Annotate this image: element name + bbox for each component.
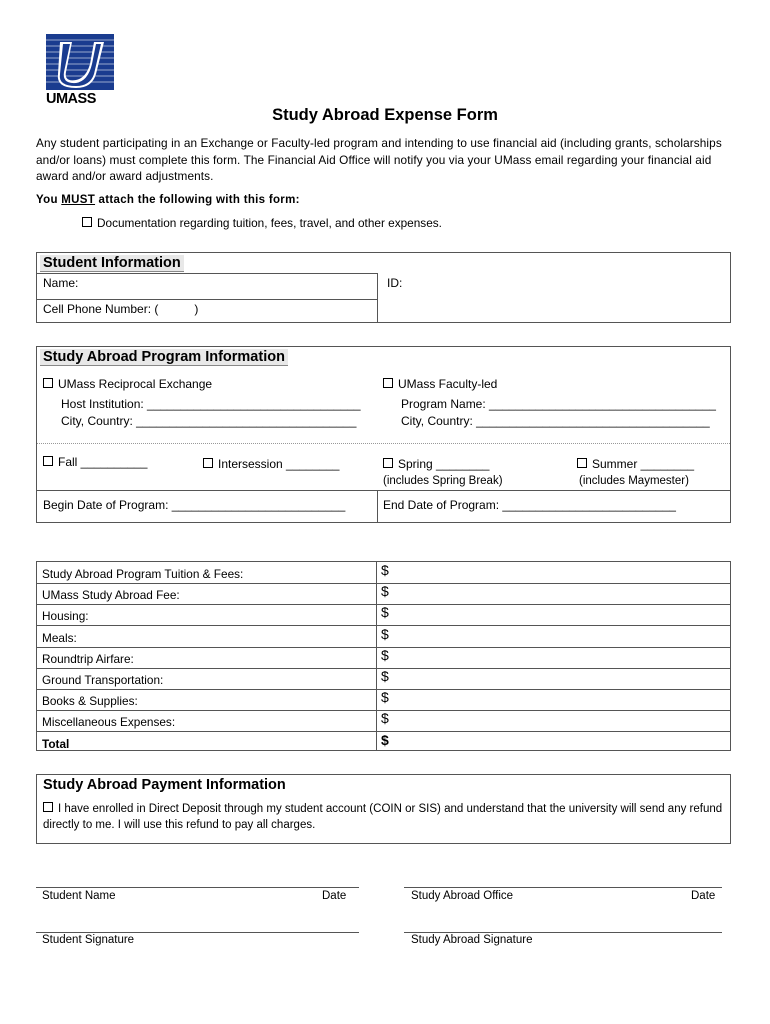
- direct-deposit-checkbox[interactable]: [43, 802, 53, 812]
- cost-amount-field[interactable]: $: [381, 646, 389, 663]
- spring-checkbox[interactable]: [383, 458, 393, 468]
- spring-option[interactable]: Spring ________: [383, 457, 489, 471]
- cost-label: Roundtrip Airfare:: [42, 651, 134, 666]
- umass-logo: [46, 34, 116, 106]
- begin-date-field[interactable]: Begin Date of Program: __________________________: [43, 498, 346, 512]
- cost-row: [36, 647, 731, 669]
- cost-row: [36, 604, 731, 626]
- payment-section: [36, 774, 731, 844]
- phone-field[interactable]: Cell Phone Number: ( ): [43, 302, 199, 316]
- cost-amount-field[interactable]: $: [381, 710, 389, 727]
- cost-amount-field[interactable]: $: [381, 668, 389, 684]
- student-name-label: Student Name: [42, 890, 116, 902]
- program-name-field[interactable]: Program Name: __________________________________: [401, 397, 716, 411]
- city-country-left-field[interactable]: City, Country: _________________________________: [61, 414, 357, 428]
- office-label: Study Abroad Office: [411, 890, 514, 902]
- cost-row: [36, 583, 731, 605]
- student-signature-label: Student Signature: [42, 934, 135, 946]
- cost-row: [36, 710, 731, 732]
- cost-label: Books & Supplies:: [42, 694, 138, 709]
- office-signature-label: Study Abroad Signature: [411, 934, 533, 946]
- cost-label: Study Abroad Program Tuition & Fees:: [42, 567, 244, 581]
- total-row: [36, 732, 731, 753]
- id-field[interactable]: ID:: [387, 276, 403, 290]
- must-emphasis: MUST: [61, 194, 96, 206]
- cost-label: Ground Transportation:: [42, 673, 164, 687]
- end-date-field[interactable]: End Date of Program: __________________________: [383, 498, 676, 512]
- umass-wordmark: UMASS: [46, 91, 96, 107]
- program-info-section: [36, 346, 731, 523]
- name-field[interactable]: Name:: [43, 276, 79, 290]
- cost-amount-field[interactable]: $: [381, 625, 389, 642]
- intersession-checkbox[interactable]: [203, 458, 213, 468]
- cost-row: [36, 562, 731, 584]
- program-info-title: Study Abroad Program Information: [40, 349, 288, 366]
- city-country-right-field[interactable]: City, Country: ___________________________________: [401, 414, 710, 428]
- faculty-led-checkbox[interactable]: [383, 378, 393, 388]
- intro-text: Any student participating in an Exchange or Faculty-led program and intending to use financial aid (including grants, scholarships and/or loans) must complete this form. The Financial Aid Office will notify you via your UMass email regarding your financial aid award and/or award adjustments.: [36, 136, 722, 183]
- summer-option[interactable]: Summer ________: [577, 457, 694, 471]
- documentation-checkbox[interactable]: [82, 217, 92, 227]
- student-info-section: [36, 252, 731, 323]
- summer-checkbox[interactable]: [577, 458, 587, 468]
- student-info-title: Student Information: [40, 255, 184, 272]
- form-title: Study Abroad Expense Form: [272, 106, 498, 124]
- cost-amount-field[interactable]: $: [381, 604, 389, 621]
- spring-note: (includes Spring Break): [383, 475, 503, 487]
- office-date-label: Date: [691, 890, 716, 902]
- total-amount-field[interactable]: $: [381, 731, 389, 748]
- reciprocal-checkbox[interactable]: [43, 378, 53, 388]
- attach-instruction: You MUST attach the following with this form:: [36, 194, 300, 206]
- fall-option[interactable]: Fall __________: [43, 455, 147, 469]
- cost-label: Meals:: [42, 630, 77, 645]
- cost-label: Miscellaneous Expenses:: [42, 715, 176, 730]
- total-label: Total: [42, 736, 70, 751]
- cost-row: [36, 668, 731, 690]
- cost-amount-field[interactable]: $: [381, 689, 389, 706]
- cost-label: UMass Study Abroad Fee:: [42, 588, 180, 603]
- direct-deposit-statement[interactable]: I have enrolled in Direct Deposit through my student account (COIN or SIS) and understand that the university will send any refund directly to me. I will use this refund to pay all charges.: [43, 803, 723, 831]
- fall-checkbox[interactable]: [43, 456, 53, 466]
- cost-label: Housing:: [42, 609, 89, 624]
- summer-note: (includes Maymester): [579, 475, 689, 487]
- intersession-option[interactable]: Intersession ________: [203, 457, 339, 471]
- faculty-led-option[interactable]: UMass Faculty-led: [383, 377, 497, 391]
- reciprocal-exchange-option[interactable]: UMass Reciprocal Exchange: [43, 377, 212, 391]
- cost-row: [36, 626, 731, 648]
- student-date-label: Date: [322, 890, 347, 902]
- umass-logo-mark: [46, 34, 114, 90]
- host-institution-field[interactable]: Host Institution: ________________________________: [61, 397, 361, 411]
- cost-row: [36, 689, 731, 711]
- payment-title: Study Abroad Payment Information: [43, 777, 286, 793]
- attach-item: Documentation regarding tuition, fees, travel, and other expenses.: [82, 216, 442, 230]
- cost-amount-field[interactable]: $: [381, 562, 389, 578]
- cost-amount-field[interactable]: $: [381, 583, 389, 600]
